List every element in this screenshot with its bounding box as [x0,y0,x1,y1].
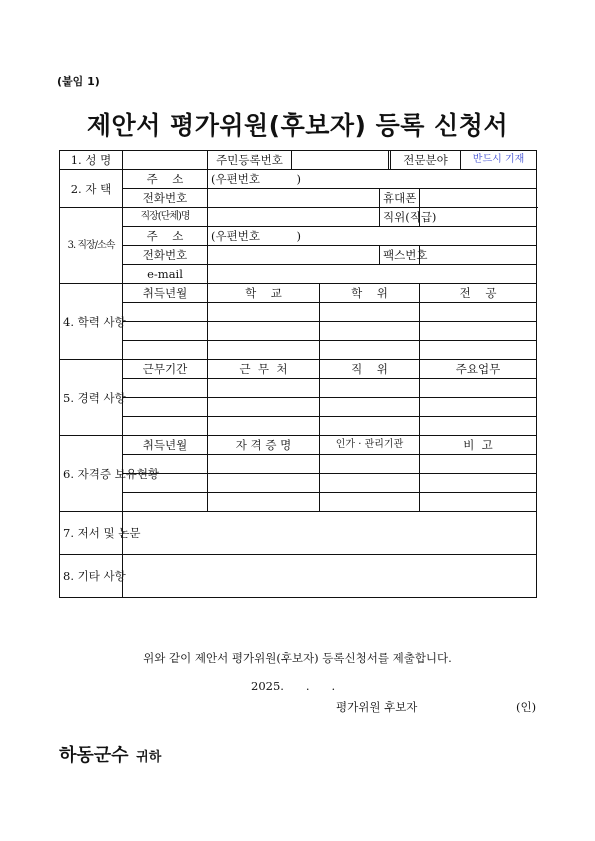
career-header: 근무기간 [123,360,208,379]
education-header: 취득년월 [123,284,208,303]
career-header-row [60,360,537,379]
career-section-label: 5. 경력 사항 [60,360,123,436]
career-header: 주요업무 [420,360,537,379]
career-cell[interactable] [320,417,420,436]
education-cell[interactable] [123,341,208,360]
career-header: 직 위 [320,360,420,379]
workplace-name-label: 직장(단체)명 [123,208,208,227]
home-address-row [60,170,537,189]
education-cell[interactable] [320,341,420,360]
recipient-honorific: 귀하 [136,750,162,765]
publications-row [60,512,537,555]
specialty-label: 전문분야 [391,151,461,170]
education-row [60,303,537,322]
home-phone-label: 전화번호 [123,189,208,208]
certificate-cell[interactable] [420,493,537,512]
application-form-table [59,150,537,598]
education-header: 학 위 [320,284,420,303]
certificate-cell[interactable] [420,455,537,474]
name-field[interactable] [123,151,208,170]
recipient-name: 하동군수 [59,745,129,766]
other-row [60,555,537,598]
applicant-label: 평가위원 후보자 [336,700,418,714]
position-label: 직위(직급) [380,208,420,227]
education-header: 전 공 [420,284,537,303]
workplace-row [60,208,537,227]
education-cell[interactable] [123,303,208,322]
education-row [60,322,537,341]
career-cell[interactable] [208,398,320,417]
certificate-header-row [60,436,537,455]
fax-label: 팩스번호 [380,246,420,265]
recipient [59,741,161,767]
education-cell[interactable] [320,322,420,341]
certificate-cell[interactable] [208,493,320,512]
certificate-header: 취득년월 [123,436,208,455]
education-cell[interactable] [208,303,320,322]
workplace-name-field[interactable] [208,208,380,227]
home-address-label: 주 소 [123,170,208,189]
education-cell[interactable] [123,322,208,341]
annex-label: (붙임 1) [57,75,100,88]
workplace-section-label: 3. 직장/소속 [60,208,123,284]
education-header: 학 교 [208,284,320,303]
education-section-label: 4. 학력 사항 [60,284,123,360]
career-cell[interactable] [208,417,320,436]
certificate-section-label: 6. 자격증 보유현황 [60,436,123,512]
submission-statement: 위와 같이 제안서 평가위원(후보자) 등록신청서를 제출합니다. [143,651,452,665]
other-field[interactable] [123,555,537,598]
career-row [60,417,537,436]
career-cell[interactable] [420,398,537,417]
education-cell[interactable] [208,341,320,360]
education-cell[interactable] [420,322,537,341]
career-cell[interactable] [123,417,208,436]
date-line[interactable]: 2025. . . [251,679,336,693]
career-cell[interactable] [123,398,208,417]
career-cell[interactable] [420,417,537,436]
publications-section-label: 7. 저서 및 논문 [60,512,123,555]
certificate-cell[interactable] [320,493,420,512]
work-address-label: 주 소 [123,227,208,246]
work-address-row [60,227,537,246]
career-header: 근 무 처 [208,360,320,379]
education-cell[interactable] [208,322,320,341]
work-address-field[interactable]: (우편번호 ) [208,227,537,246]
resident-id-field[interactable] [292,151,389,170]
career-row [60,379,537,398]
certificate-header: 자 격 증 명 [208,436,320,455]
career-cell[interactable] [320,398,420,417]
mobile-field[interactable] [420,189,537,208]
certificate-header: 인가 · 관리기관 [320,436,420,455]
email-label: e-mail [123,265,208,284]
publications-field[interactable] [123,512,537,555]
certificate-cell[interactable] [320,474,420,493]
education-header-row [60,284,537,303]
home-phone-field[interactable] [208,189,380,208]
career-cell[interactable] [420,379,537,398]
home-phone-row [60,189,537,208]
education-cell[interactable] [420,303,537,322]
specialty-hint[interactable]: 반드시 기재 [461,151,537,170]
home-section-label: 2. 자 택 [60,170,123,208]
career-cell[interactable] [123,379,208,398]
position-field[interactable] [420,208,537,227]
name-label: 1. 성 명 [60,151,123,170]
mobile-label: 휴대폰 [380,189,420,208]
certificate-cell[interactable] [420,474,537,493]
name-row [60,151,537,170]
education-cell[interactable] [420,341,537,360]
fax-field[interactable] [420,246,537,265]
certificate-cell[interactable] [123,493,208,512]
certificate-header: 비 고 [420,436,537,455]
certificate-cell[interactable] [320,455,420,474]
career-row [60,398,537,417]
form-title: 제안서 평가위원(후보자) 등록 신청서 [86,111,509,140]
work-phone-label: 전화번호 [123,246,208,265]
resident-id-label: 주민등록번호 [208,151,292,170]
education-cell[interactable] [320,303,420,322]
certificate-row [60,493,537,512]
career-cell[interactable] [320,379,420,398]
seal-label: (인) [516,700,537,714]
home-address-field[interactable]: (우편번호 ) [208,170,537,189]
certificate-cell[interactable] [208,474,320,493]
certificate-cell[interactable] [208,455,320,474]
email-row [60,265,537,284]
other-section-label: 8. 기타 사항 [60,555,123,598]
email-field[interactable] [208,265,537,284]
work-phone-row [60,246,537,265]
work-phone-field[interactable] [208,246,380,265]
education-row [60,341,537,360]
career-cell[interactable] [208,379,320,398]
